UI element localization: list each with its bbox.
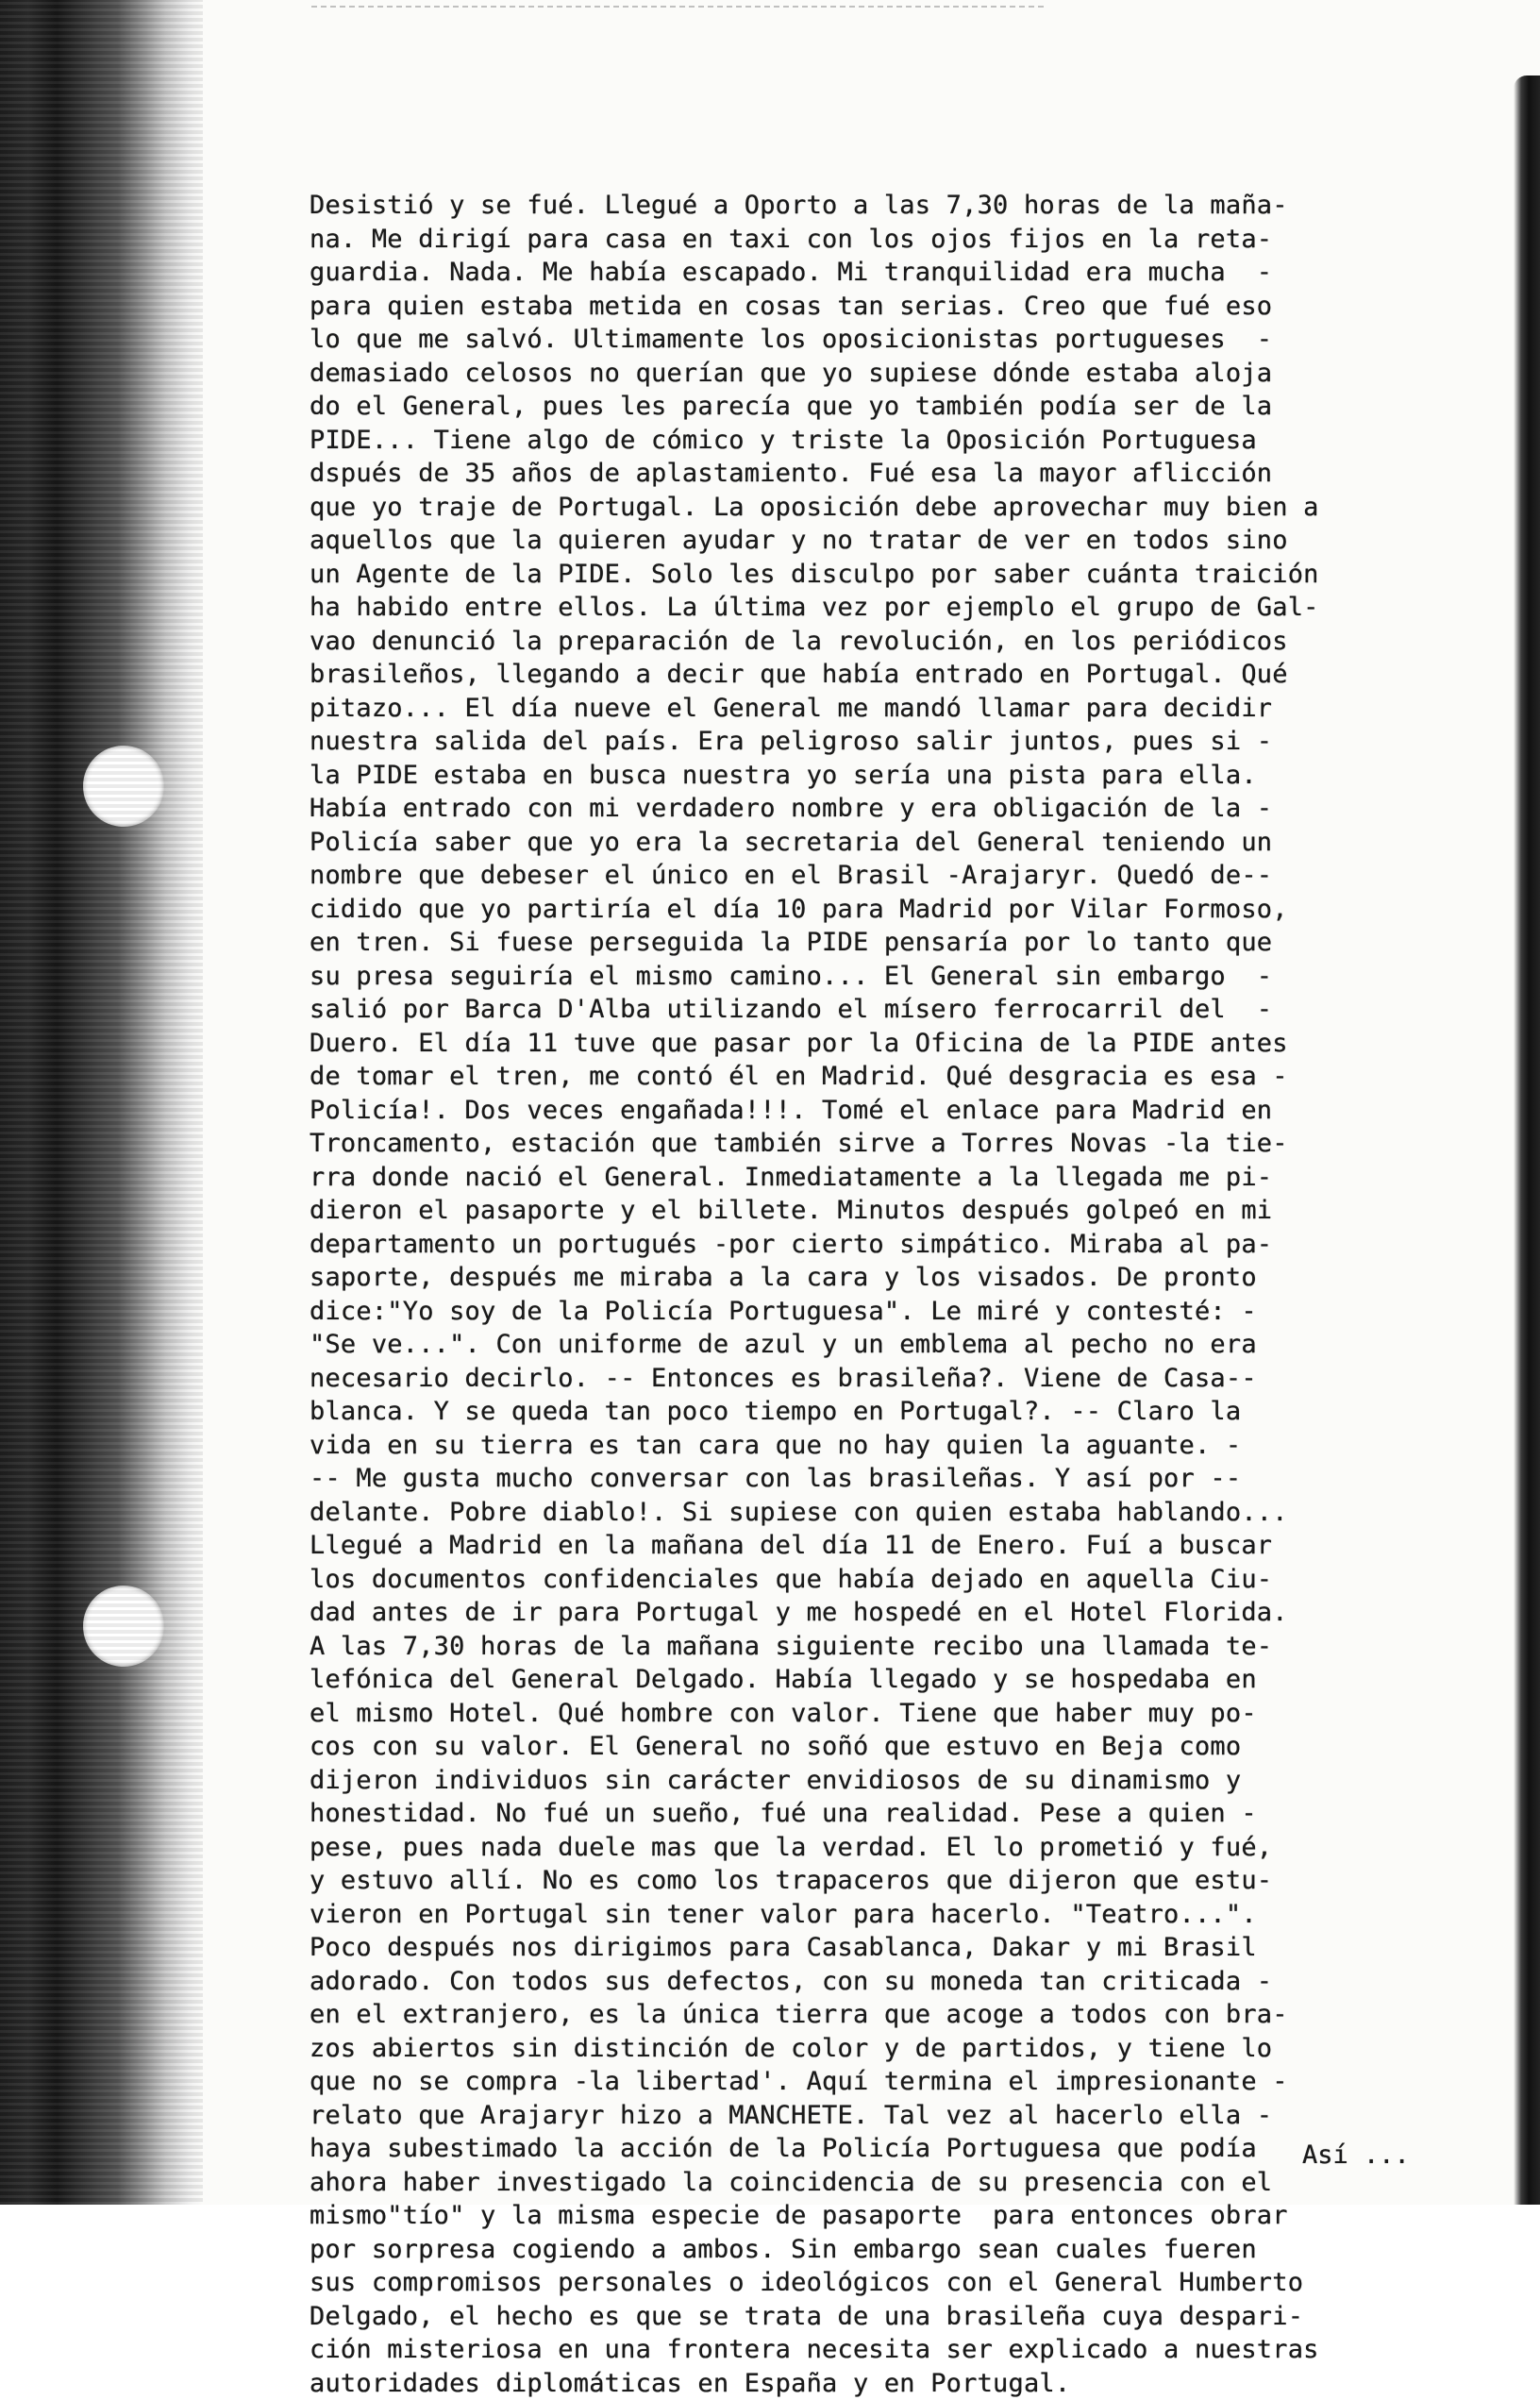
text-line: relato que Arajaryr hizo a MANCHETE. Tal vez al hacerlo ella - <box>310 2099 1470 2133</box>
text-line: ahora haber investigado la coincidencia de su presencia con el <box>310 2166 1470 2200</box>
text-line: blanca. Y se queda tan poco tiempo en Portugal?. -- Claro la <box>310 1395 1470 1429</box>
text-line: un Agente de la PIDE. Solo les disculpo por saber cuánta traición <box>310 558 1470 592</box>
text-line: honestidad. No fué un sueño, fué una realidad. Pese a quien - <box>310 1797 1470 1831</box>
text-line: cidido que yo partiría el día 10 para Madrid por Vilar Formoso, <box>310 893 1470 927</box>
text-line: vao denunció la preparación de la revolución, en los periódicos <box>310 625 1470 659</box>
text-line: ha habido entre ellos. La última vez por ejemplo el grupo de Gal- <box>310 591 1470 625</box>
text-line: saporte, después me miraba a la cara y los visados. De pronto <box>310 1261 1470 1295</box>
text-line: ción misteriosa en una frontera necesita ser explicado a nuestras <box>310 2333 1470 2367</box>
text-line: dice:"Yo soy de la Policía Portuguesa". Le miré y contesté: - <box>310 1295 1470 1329</box>
text-line: su presa seguiría el mismo camino... El General sin embargo - <box>310 960 1470 994</box>
text-line: sus compromisos personales o ideológicos con el General Humberto <box>310 2266 1470 2300</box>
text-line: para quien estaba metida en cosas tan serias. Creo que fué eso <box>310 290 1470 324</box>
text-line: lefónica del General Delgado. Había llegado y se hospedaba en <box>310 1663 1470 1697</box>
typed-text-body <box>310 189 1470 2400</box>
text-line: en tren. Si fuese perseguida la PIDE pensaría por lo tanto que <box>310 926 1470 960</box>
text-line: Duero. El día 11 tuve que pasar por la Oficina de la PIDE antes <box>310 1027 1470 1061</box>
text-line: "Se ve...". Con uniforme de azul y un emblema al pecho no era <box>310 1328 1470 1362</box>
text-line: Desistió y se fué. Llegué a Oporto a las 7,30 horas de la maña- <box>310 189 1470 223</box>
text-line: rra donde nació el General. Inmediatamente a la llegada me pi- <box>310 1161 1470 1195</box>
punch-hole-bottom <box>83 1586 164 1667</box>
text-line: Había entrado con mi verdadero nombre y era obligación de la - <box>310 792 1470 826</box>
punch-hole-top <box>83 746 164 827</box>
continuation-signoff: Así ... <box>1302 2140 1410 2170</box>
text-line: dad antes de ir para Portugal y me hospedé en el Hotel Florida. <box>310 1596 1470 1630</box>
text-line: que no se compra -la libertad'. Aquí termina el impresionante - <box>310 2065 1470 2099</box>
text-line: pitazo... El día nueve el General me mandó llamar para decidir <box>310 692 1470 726</box>
text-line: la PIDE estaba en busca nuestra yo sería una pista para ella. <box>310 759 1470 793</box>
text-line: Troncamento, estación que también sirve a Torres Novas -la tie- <box>310 1127 1470 1161</box>
right-binding-edge <box>1514 76 1540 2205</box>
left-binding-edge <box>0 0 203 2205</box>
text-line: Delgado, el hecho es que se trata de una brasileña cuya despari- <box>310 2300 1470 2334</box>
text-line: A las 7,30 horas de la mañana siguiente recibo una llamada te- <box>310 1630 1470 1664</box>
text-line: demasiado celosos no querían que yo supiese dónde estaba aloja <box>310 357 1470 391</box>
text-line: -- Me gusta mucho conversar con las brasileñas. Y así por -- <box>310 1462 1470 1496</box>
text-line: dspués de 35 años de aplastamiento. Fué esa la mayor aflicción <box>310 457 1470 491</box>
text-line: pese, pues nada duele mas que la verdad. El lo prometió y fué, <box>310 1831 1470 1865</box>
text-line: nuestra salida del país. Era peligroso salir juntos, pues si - <box>310 725 1470 759</box>
text-line: mismo"tío" y la misma especie de pasaporte para entonces obrar <box>310 2199 1470 2233</box>
text-line: nombre que debeser el único en el Brasil -Arajaryr. Quedó de-- <box>310 859 1470 893</box>
text-line: do el General, pues les parecía que yo también podía ser de la <box>310 390 1470 424</box>
text-line: brasileños, llegando a decir que había entrado en Portugal. Qué <box>310 658 1470 692</box>
text-line: haya subestimado la acción de la Policía Portuguesa que podía <box>310 2132 1470 2166</box>
text-line: de tomar el tren, me contó él en Madrid. Qué desgracia es esa - <box>310 1060 1470 1094</box>
text-line: los documentos confidenciales que había dejado en aquella Ciu- <box>310 1563 1470 1597</box>
text-line: departamento un portugués -por cierto simpático. Miraba al pa- <box>310 1228 1470 1262</box>
text-line: Policía saber que yo era la secretaria del General teniendo un <box>310 826 1470 860</box>
text-line: dijeron individuos sin carácter envidiosos de su dinamismo y <box>310 1764 1470 1798</box>
text-line: Policía!. Dos veces engañada!!!. Tomé el enlace para Madrid en <box>310 1094 1470 1128</box>
text-line: na. Me dirigí para casa en taxi con los ojos fijos en la reta- <box>310 223 1470 257</box>
text-line: Poco después nos dirigimos para Casablanca, Dakar y mi Brasil <box>310 1931 1470 1965</box>
text-line: Llegué a Madrid en la mañana del día 11 de Enero. Fuí a buscar <box>310 1529 1470 1563</box>
text-line: en el extranjero, es la única tierra que acoge a todos con bra- <box>310 1998 1470 2032</box>
text-line: y estuvo allí. No es como los trapaceros que dijeron que estu- <box>310 1864 1470 1898</box>
text-line: vieron en Portugal sin tener valor para hacerlo. "Teatro...". <box>310 1898 1470 1932</box>
text-line: necesario decirlo. -- Entonces es brasileña?. Viene de Casa-- <box>310 1362 1470 1396</box>
text-line: autoridades diplomáticas en España y en Portugal. <box>310 2367 1470 2400</box>
text-line: vida en su tierra es tan cara que no hay quien la aguante. - <box>310 1429 1470 1463</box>
text-line: el mismo Hotel. Qué hombre con valor. Tiene que haber muy po- <box>310 1697 1470 1731</box>
text-line: salió por Barca D'Alba utilizando el mísero ferrocarril del - <box>310 993 1470 1027</box>
text-line: dieron el pasaporte y el billete. Minutos después golpeó en mi <box>310 1194 1470 1228</box>
text-line: por sorpresa cogiendo a ambos. Sin embargo sean cuales fueren <box>310 2233 1470 2267</box>
text-line: delante. Pobre diablo!. Si supiese con quien estaba hablando... <box>310 1496 1470 1530</box>
text-line: PIDE... Tiene algo de cómico y triste la Oposición Portuguesa <box>310 424 1470 458</box>
text-line: zos abiertos sin distinción de color y de partidos, y tiene lo <box>310 2032 1470 2066</box>
text-line: cos con su valor. El General no soñó que estuvo en Beja como <box>310 1730 1470 1764</box>
text-line: adorado. Con todos sus defectos, con su moneda tan criticada - <box>310 1965 1470 1999</box>
text-line: guardia. Nada. Me había escapado. Mi tranquilidad era mucha - <box>310 256 1470 290</box>
text-line: lo que me salvó. Ultimamente los oposicionistas portugueses - <box>310 323 1470 357</box>
top-edge-rule <box>311 6 1047 8</box>
text-line: aquellos que la quieren ayudar y no tratar de ver en todos sino <box>310 524 1470 558</box>
text-line: que yo traje de Portugal. La oposición debe aprovechar muy bien a <box>310 491 1470 525</box>
